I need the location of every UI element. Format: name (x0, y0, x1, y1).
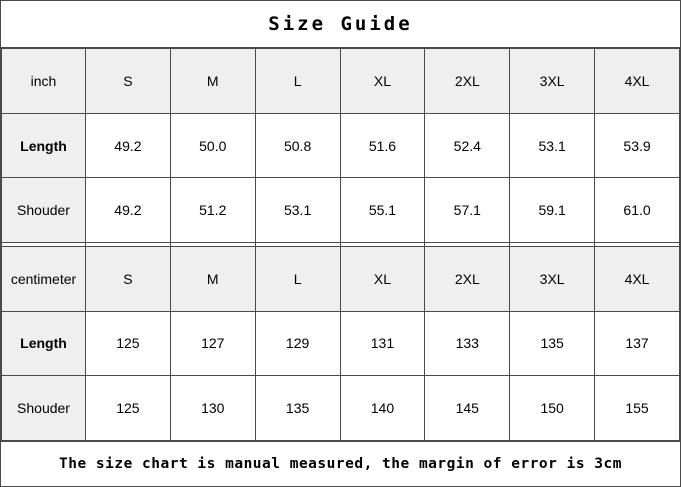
size-chart-table (1, 48, 680, 441)
cell-length-inch-4xl: 53.9 (595, 113, 680, 178)
cell-length-inch-s: 49.2 (86, 113, 171, 178)
cell-length-inch-3xl: 53.1 (510, 113, 595, 178)
cell-shouder-inch-xl: 55.1 (340, 178, 425, 243)
cell-length-cm-l: 129 (255, 311, 340, 376)
cell-length-cm-m: 127 (170, 311, 255, 376)
row-label-length-cm: Length (2, 311, 86, 376)
unit-label-centimeter: centimeter (2, 246, 86, 311)
cell-length-inch-2xl: 52.4 (425, 113, 510, 178)
size-header-4xl: 4XL (595, 49, 680, 114)
cell-length-cm-xl: 131 (340, 311, 425, 376)
cell-length-cm-2xl: 133 (425, 311, 510, 376)
cell-shouder-cm-l: 135 (255, 376, 340, 441)
cell-shouder-cm-m: 130 (170, 376, 255, 441)
cell-shouder-inch-4xl: 61.0 (595, 178, 680, 243)
size-header-xl: XL (340, 49, 425, 114)
size-header-cm-xl: XL (340, 246, 425, 311)
cell-length-inch-xl: 51.6 (340, 113, 425, 178)
cell-length-cm-3xl: 135 (510, 311, 595, 376)
table-header-row-inch (2, 49, 680, 114)
size-header-m: M (170, 49, 255, 114)
cell-shouder-inch-l: 53.1 (255, 178, 340, 243)
footer-note-bar (1, 441, 680, 486)
row-label-shouder-inch: Shouder (2, 178, 86, 243)
cell-shouder-cm-2xl: 145 (425, 376, 510, 441)
table-row (2, 113, 680, 178)
footer-note: The size chart is manual measured, the margin of error is 3cm (58, 456, 622, 472)
cell-shouder-cm-xl: 140 (340, 376, 425, 441)
unit-label-inch: inch (2, 49, 86, 114)
table-row (2, 376, 680, 441)
cell-length-inch-l: 50.8 (255, 113, 340, 178)
cell-shouder-inch-3xl: 59.1 (510, 178, 595, 243)
table-row (2, 311, 680, 376)
size-header-cm-l: L (255, 246, 340, 311)
cell-shouder-cm-s: 125 (86, 376, 171, 441)
page-title-bar (1, 1, 680, 48)
size-header-cm-4xl: 4XL (595, 246, 680, 311)
size-header-cm-m: M (170, 246, 255, 311)
cell-shouder-inch-m: 51.2 (170, 178, 255, 243)
cell-shouder-inch-s: 49.2 (86, 178, 171, 243)
size-header-cm-s: S (86, 246, 171, 311)
cell-length-inch-m: 50.0 (170, 113, 255, 178)
size-header-cm-3xl: 3XL (510, 246, 595, 311)
size-header-3xl: 3XL (510, 49, 595, 114)
row-label-shouder-cm: Shouder (2, 376, 86, 441)
cell-shouder-cm-3xl: 150 (510, 376, 595, 441)
cell-shouder-cm-4xl: 155 (595, 376, 680, 441)
cell-shouder-inch-2xl: 57.1 (425, 178, 510, 243)
table-row (2, 178, 680, 243)
table-header-row-centimeter (2, 246, 680, 311)
cell-length-cm-4xl: 137 (595, 311, 680, 376)
size-header-s: S (86, 49, 171, 114)
size-header-l: L (255, 49, 340, 114)
size-header-2xl: 2XL (425, 49, 510, 114)
cell-length-cm-s: 125 (86, 311, 171, 376)
page-title: Size Guide (268, 13, 413, 35)
size-header-cm-2xl: 2XL (425, 246, 510, 311)
row-label-length-inch: Length (2, 113, 86, 178)
